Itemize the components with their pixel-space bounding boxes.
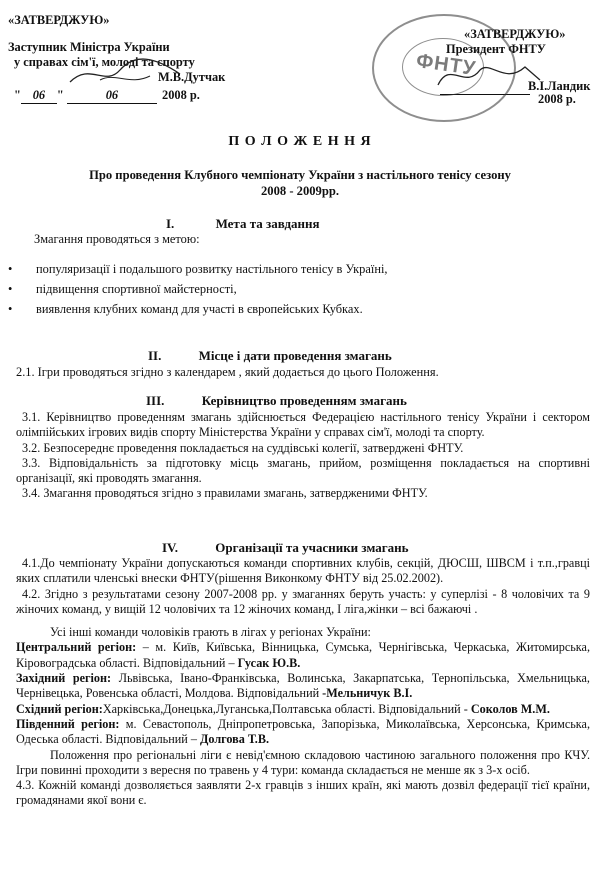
approval-left-date: " 06 " 06 2008 р. <box>14 88 200 102</box>
section-4-p3: Усі інші команди чоловіків грають в лігах у регіонах України: <box>50 625 371 640</box>
section-4-heading <box>162 540 409 555</box>
bullet-icon: • <box>8 282 13 296</box>
approval-left-ministry: у справах сім'ї, молоді та спорту <box>14 55 195 69</box>
region-east-resp: Соколов М.М. <box>470 701 550 716</box>
section-3-p4: 3.4. Змагання проводяться згідно з правилами змагань, затвердженими ФНТУ. <box>22 486 428 501</box>
bullet-icon: • <box>8 302 13 316</box>
subtitle-line2: 2008 - 2009рр. <box>260 184 340 198</box>
approval-left-signer: М.В.Дутчак <box>158 70 226 84</box>
section-1-num: I. <box>166 216 175 231</box>
section-4-p4: Положення про регіональні ліги є невід'ємною складовою частиною загального положення про КЧУ. Ігри повинні проходити з вересня по травень у 4 тури: команда складається не менше як з 3-х осіб. <box>16 747 590 777</box>
bullet-item: • популяризації і подальшого розвитку настільного тенісу в Україні, <box>8 262 388 276</box>
section-3-num: III. <box>146 393 165 408</box>
bullet-item: • виявлення клубних команд для участі в європейських Кубках. <box>8 302 363 316</box>
approval-right-date: 2008 р. <box>538 92 576 106</box>
section-1-heading <box>166 216 320 231</box>
approval-right-signer: В.І.Ландик <box>528 79 591 93</box>
signature-right <box>430 55 550 95</box>
region-central: Центральний регіон: – м. Київ, Київська, Вінницька, Сумська, Чернігівська, Черкаська, Житомирська, Кіровоградська області. Відповідальний – Гусак Ю.В. <box>16 640 590 670</box>
section-4-p2: 4.2. Згідно з результатами сезону 2007-2008 рр. у змаганнях беруть участь: у суперлізі - 8 чоловічих та 9 жіночих команд, у вищій 12 чоловічих та 12 жіночих команд, І ліга,жінки – всі бажаючі . <box>16 586 590 616</box>
section-3-p1: 3.1. Керівництво проведенням змагань здійснюється Федерацією настільного тенісу України і сектором олімпійських ігрових видів спорту Міністерства України у справах сім'ї, молоді та спорту. <box>16 410 590 440</box>
page-title: П О Л О Ж Е Н Н Я <box>228 134 372 149</box>
region-central-label: Центральний регіон: <box>16 640 137 655</box>
section-4-p5: 4.3. Кожній команді дозволяється заявляти 2-х гравців з інших країн, які мають дозвіл федерації тієї країни, громадянами якої вони є. <box>16 778 590 808</box>
section-2-heading <box>148 348 392 363</box>
section-3-p2: 3.2. Безпосереднє проведення покладається на суддівські колегії, затверджені ФНТУ. <box>22 440 464 455</box>
region-west-label: Західний регіон: <box>16 671 112 686</box>
signature-left <box>60 52 200 92</box>
stamp-text: ФНТУ <box>414 49 478 81</box>
subtitle-line1: Про проведення Клубного чемпіонату України з настільного тенісу сезону <box>89 168 511 182</box>
section-4-p1: 4.1.До чемпіонату України допускаються команди спортивних клубів, секцій, ДЮСШ, ШВСМ і т.п.,гравці яких сплатили членські внески ФНТУ(рішення Виконкому ФНТУ від 25.02.2002). <box>16 556 590 586</box>
approval-right-position: Президент ФНТУ <box>446 42 546 56</box>
section-2-title: Місце і дати проведення змагань <box>198 348 392 363</box>
section-2-num: II. <box>148 348 162 363</box>
bullet-item: • підвищення спортивної майстерності, <box>8 282 237 296</box>
approval-left-title: «ЗАТВЕРДЖУЮ» <box>8 13 110 27</box>
section-1-intro: Змагання проводяться з метою: <box>34 232 200 246</box>
section-3-body <box>16 410 590 502</box>
section-4-body <box>16 556 590 809</box>
section-2-p1: 2.1. Ігри проводяться згідно з календарем , який додається до цього Положення. <box>16 365 439 379</box>
region-west-resp: -Мельничук В.І. <box>322 686 413 701</box>
section-1-title: Мета та завдання <box>215 216 320 231</box>
date-month: 06 <box>67 88 157 104</box>
region-west: Західний регіон: Львівська, Івано-Франківська, Волинська, Закарпатська, Тернопільська, Хмельницька, Чернівецька, Ровенська області, Молдова. Відповідальний -Мельничук В.І. <box>16 671 590 701</box>
approval-left-position: Заступник Міністра України <box>8 40 170 54</box>
date-year: 2008 р. <box>162 88 200 102</box>
region-east: Східний регіон:Харківська,Донецька,Луганська,Полтавська області. Відповідальний - Соколов М.М. <box>16 701 550 716</box>
region-south-label: Південний регіон: <box>16 716 120 731</box>
region-central-resp: Гусак Ю.В. <box>237 655 301 670</box>
section-4-title: Організації та учасники змагань <box>215 540 409 555</box>
region-south-resp: Долгова Т.В. <box>200 732 270 747</box>
date-day: 06 <box>21 88 57 104</box>
approval-right-title: «ЗАТВЕРДЖУЮ» <box>464 27 566 41</box>
section-3-heading <box>146 393 407 408</box>
region-east-label: Східний регіон: <box>16 701 103 716</box>
bullet-icon: • <box>8 262 13 276</box>
section-4-num: IV. <box>162 540 179 555</box>
region-south: Південний регіон: м. Севастополь, Дніпропетровська, Запорізька, Миколаївська, Херсонська, Кримська, Одеська області. Відповідальний – Долгова Т.В. <box>16 716 590 747</box>
section-3-p3: 3.3. Відповідальність за підготовку місць змагань, прийом, розміщення покладається на спортивні організації, які проводять змагання. <box>16 455 590 486</box>
section-3-title: Керівництво проведенням змагань <box>201 393 407 408</box>
